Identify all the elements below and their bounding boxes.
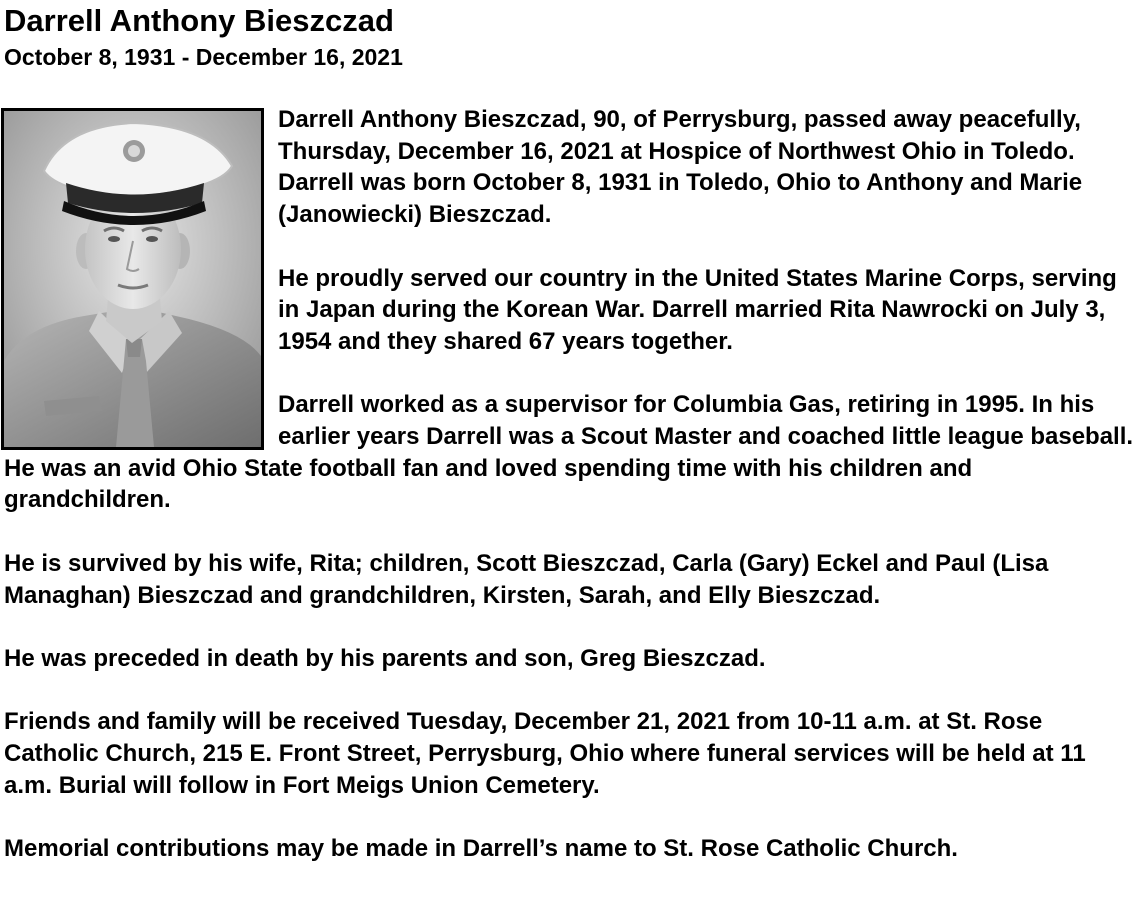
obituary-paragraph: Memorial contributions may be made in Darrell’s name to St. Rose Catholic Church. bbox=[4, 835, 958, 863]
obituary-paragraph: Darrell worked as a supervisor for Columbia Gas, retiring in 1995. In his earlier years Darrell was a Scout Master and coached little league baseball. He was an avid Ohio State football fan and loved spending time with his children and grandchildren. bbox=[4, 391, 1134, 514]
obituary-paragraph: He is survived by his wife, Rita; children, Scott Bieszczad, Carla (Gary) Eckel and Paul (Lisa Managhan) Bieszczad and grandchildren, Kirsten, Sarah, and Elly Bieszczad. bbox=[4, 549, 1049, 609]
portrait-photo bbox=[1, 108, 264, 450]
life-dates: October 8, 1931 - December 16, 2021 bbox=[4, 44, 403, 70]
obituary-paragraph: He was preceded in death by his parents and son, Greg Bieszczad. bbox=[4, 644, 766, 672]
obituary-body bbox=[4, 104, 1135, 896]
obituary-paragraph: Darrell Anthony Bieszczad, 90, of Perrysburg, passed away peacefully, Thursday, December 16, 2021 at Hospice of Northwest Ohio in Toledo. Darrell was born October 8, 1931 in Toledo, Ohio to Anthony and Marie (Janowiecki) Bieszczad. bbox=[278, 106, 1083, 229]
obituary-title: Darrell Anthony Bieszczad bbox=[4, 3, 394, 38]
obituary-paragraph: He proudly served our country in the United States Marine Corps, serving in Japan during the Korean War. Darrell married Rita Nawrocki on July 3, 1954 and they shared 67 years together. bbox=[278, 264, 1117, 355]
obituary-paragraph: Friends and family will be received Tuesday, December 21, 2021 from 10-11 a.m. at St. Rose Catholic Church, 215 E. Front Street, Perrysburg, Ohio where funeral services will be held at 11 a.m. Burial will follow in Fort Meigs Union Cemetery. bbox=[4, 708, 1086, 799]
marine-portrait-image bbox=[4, 111, 261, 447]
